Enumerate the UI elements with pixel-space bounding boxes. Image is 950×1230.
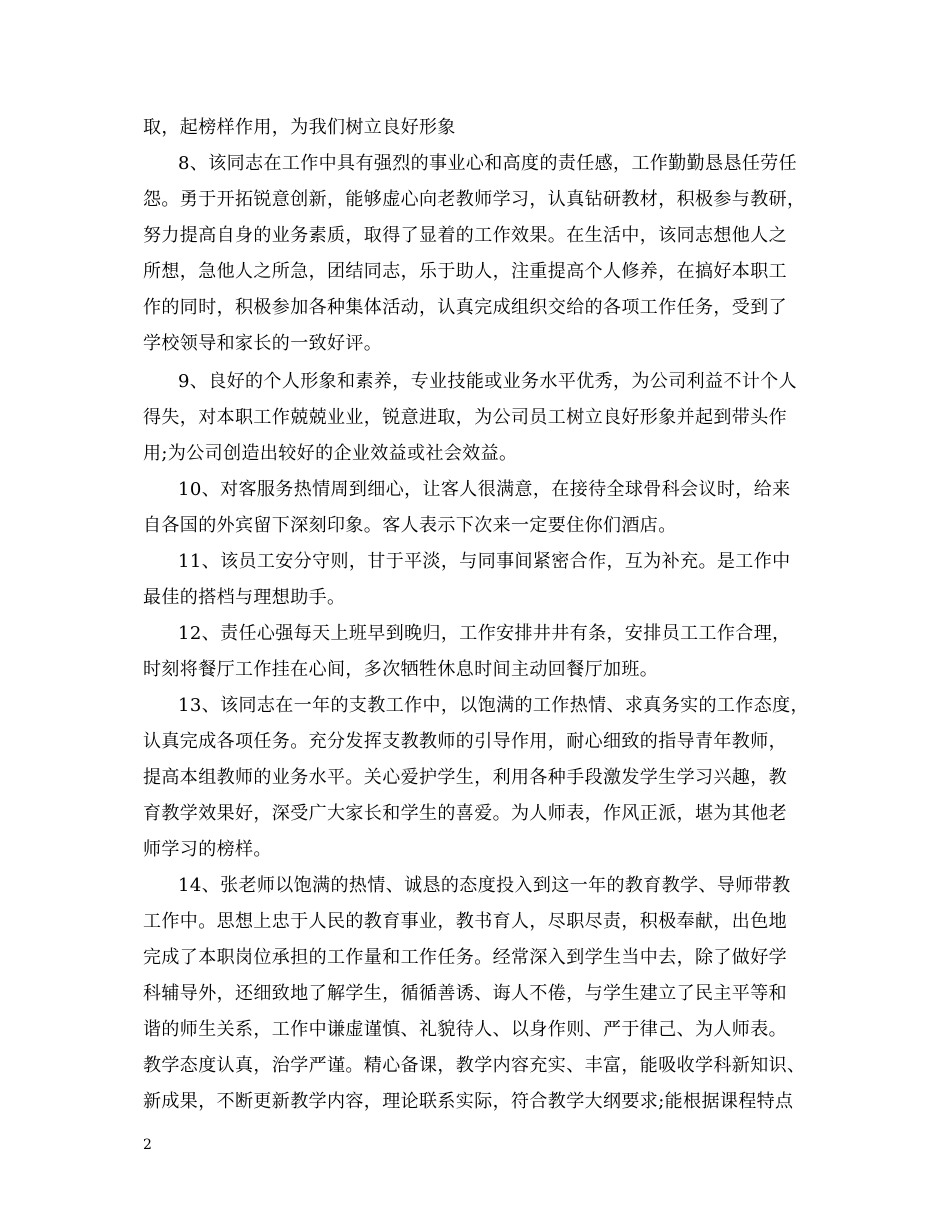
text-line: 怨。勇于开拓锐意创新，能够虚心向老教师学习，认真钻研教材，积极参与教研，	[143, 189, 806, 210]
text-line: 取，起榜样作用，为我们树立良好形象	[143, 117, 456, 138]
text-line: 用;为公司创造出较好的企业效益或社会效益。	[143, 443, 518, 464]
paragraph-12-line: 12、责任心强每天上班早到晚归，工作安排井井有条，安排员工工作合理，	[178, 623, 791, 644]
paragraph-10-line: 10、对客服务热情周到细心，让客人很满意，在接待全球骨科会议时，给来	[178, 479, 791, 500]
text-line: 学校领导和家长的一致好评。	[143, 333, 383, 354]
text-line: 师学习的榜样。	[143, 839, 272, 860]
paragraph-11-line: 11、该员工安分守则，甘于平淡，与同事间紧密合作，互为补充。是工作中	[178, 551, 791, 572]
paragraph-14-line: 14、张老师以饱满的热情、诚恳的态度投入到这一年的教育教学、导师带教	[178, 875, 791, 896]
text-line: 作的同时，积极参加各种集体活动，认真完成组织交给的各项工作任务，受到了	[143, 297, 787, 318]
text-line: 自各国的外宾留下深刻印象。客人表示下次来一定要住你们酒店。	[143, 515, 677, 536]
text-line: 提高本组教师的业务水平。关心爱护学生，利用各种手段激发学生学习兴趣，教	[143, 767, 787, 788]
text-line: 科辅导外，还细致地了解学生，循循善诱、诲人不倦，与学生建立了民主平等和	[143, 983, 787, 1004]
page-number: 2	[143, 1137, 152, 1153]
text-line: 完成了本职岗位承担的工作量和工作任务。经常深入到学生当中去，除了做好学	[143, 947, 787, 968]
paragraph-9-line: 9、良好的个人形象和素养，专业技能或业务水平优秀，为公司利益不计个人	[178, 371, 798, 392]
text-line: 最佳的搭档与理想助手。	[143, 587, 346, 608]
text-line: 得失，对本职工作兢兢业业，锐意进取，为公司员工树立良好形象并起到带头作	[143, 407, 787, 428]
text-line: 教学态度认真，治学严谨。精心备课，教学内容充实、丰富，能吸收学科新知识、	[143, 1055, 806, 1076]
text-line: 工作中。思想上忠于人民的教育事业，教书育人，尽职尽责，积极奉献，出色地	[143, 911, 787, 932]
text-line: 时刻将餐厅工作挂在心间，多次牺牲休息时间主动回餐厅加班。	[143, 659, 659, 680]
text-line: 育教学效果好，深受广大家长和学生的喜爱。为人师表，作风正派，堪为其他老	[143, 803, 787, 824]
text-line: 认真完成各项任务。充分发挥支教教师的引导作用，耐心细致的指导青年教师，	[143, 731, 787, 752]
text-line: 努力提高自身的业务素质，取得了显着的工作效果。在生活中，该同志想他人之	[143, 225, 787, 246]
text-line: 谐的师生关系，工作中谦虚谨慎、礼貌待人、以身作则、严于律己、为人师表。	[143, 1019, 787, 1040]
text-line: 新成果，不断更新教学内容，理论联系实际，符合教学大纲要求;能根据课程特点	[143, 1091, 794, 1112]
text-line: 所想，急他人之所急，团结同志，乐于助人，注重提高个人修养，在搞好本职工	[143, 261, 787, 282]
paragraph-13-line: 13、该同志在一年的支教工作中，以饱满的工作热情、求真务实的工作态度，	[178, 695, 809, 716]
paragraph-8-line: 8、该同志在工作中具有强烈的事业心和高度的责任感，工作勤勤恳恳任劳任	[178, 153, 798, 174]
